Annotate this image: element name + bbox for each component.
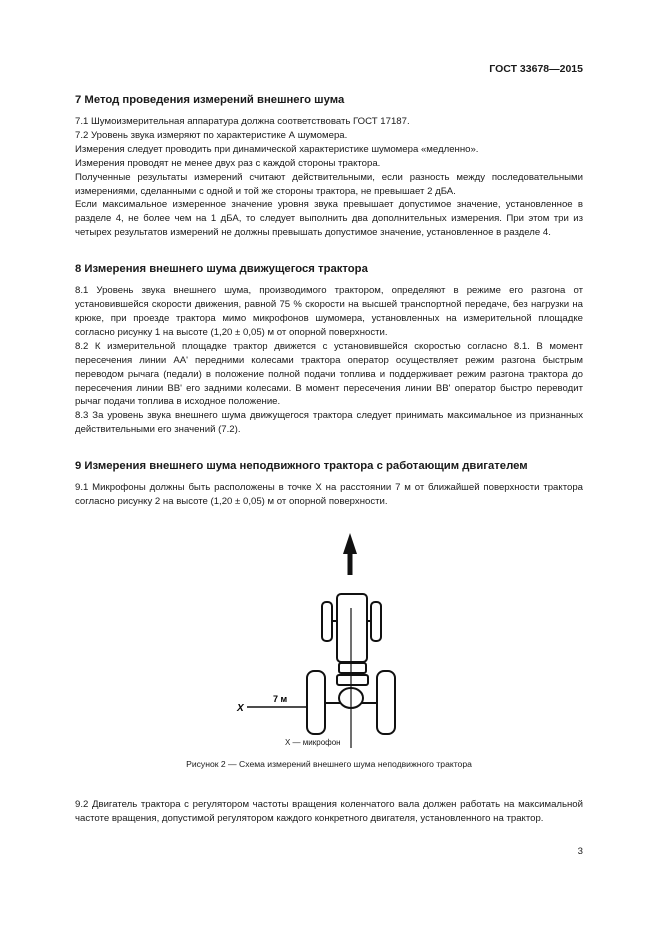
section-8-title: 8 Измерения внешнего шума движущегося трактора xyxy=(75,263,368,276)
page-number: 3 xyxy=(577,846,583,857)
section-7-p3: Измерения следует проводить при динамической характеристике шумомера «медленно». xyxy=(75,143,479,155)
front-left-wheel xyxy=(322,602,332,641)
tractor-hood xyxy=(337,594,367,662)
section-9-p1: 9.1 Микрофоны должны быть расположены в точке X на расстоянии 7 м от ближайшей поверхности трактора согласно рисунку 2 на высоте (1,20 ± 0,05) м от опорной поверхности. xyxy=(75,482,583,508)
direction-arrow-head xyxy=(343,533,357,554)
section-9-title: 9 Измерения внешнего шума неподвижного трактора с работающим двигателем xyxy=(75,460,528,473)
section-7-p2: 7.2 Уровень звука измеряют по характеристике А шумомера. xyxy=(75,129,348,141)
section-7-p4: Измерения проводят не менее двух раз с каждой стороны трактора. xyxy=(75,157,381,169)
section-7-p5: Полученные результаты измерений считают действительными, если разность между последовательными измерениями, сделанными с одной и той же стороны трактора, не превышает 2 дБА. xyxy=(75,171,583,197)
figure-2 xyxy=(75,513,583,758)
figure-caption: Рисунок 2 — Схема измерений внешнего шума неподвижного трактора xyxy=(186,758,472,769)
section-7-p1: 7.1 Шумоизмерительная аппаратура должна соответствовать ГОСТ 17187. xyxy=(75,116,410,127)
figure-legend: X — микрофон xyxy=(285,737,341,747)
section-8-p1: 8.1 Уровень звука внешнего шума, производимого трактором, определяют в режиме его разгона от установившейся скорости движения, равной 75 % скорости на высшей транспортной передаче, без нагрузки на крюке, при проезде трактора мимо микрофонов шумомера, установленных на измерительной площадке согласно рисунку 1 на высоте (1,20 ± 0,05) м от опорной поверхности. xyxy=(75,285,583,338)
tractor-diagram xyxy=(75,513,583,753)
distance-label: 7 м xyxy=(273,693,288,704)
tractor-cab xyxy=(337,675,368,685)
microphone-x-label: X xyxy=(237,702,244,714)
section-7-title: 7 Метод проведения измерений внешнего шума xyxy=(75,94,345,106)
section-8-p2: 8.2 К измерительной площадке трактор движется с установившейся скоростью согласно 8.1. В момент пересечения линии АА' передними колесами трактора оператор осуществляет режим разгона быстрым переводом рычага (педали) в положение полной подачи топлива и поддерживает режим разгона трактора до пересечения линии ВВ' его задними колесами. В момент пересечения линии ВВ' оператор быстро переводит рычаг подачи топлива в исходное положение. xyxy=(75,340,583,408)
section-8-p3: 8.3 За уровень звука внешнего шума движущегося трактора следует принимать максимальное из признанных действительными его значений (7.2). xyxy=(75,410,583,436)
front-right-wheel xyxy=(371,602,381,641)
section-7-p6: Если максимальное измеренное значение уровня звука превышает допустимое значение, установленное в разделе 4, не более чем на 1 дБА, то следует выполнить два дополнительных измерения. При этом три из четырех результатов измерений не должны превышать допустимое значение, установленное в разделе 4. xyxy=(75,199,583,239)
standard-header: ГОСТ 33678—2015 xyxy=(489,63,583,75)
tractor-cab-base xyxy=(339,663,366,673)
rear-left-wheel xyxy=(307,671,325,734)
document-body xyxy=(75,91,583,826)
section-9-p2: 9.2 Двигатель трактора с регулятором частоты вращения коленчатого вала должен работать на максимальной частоте вращения, допустимой регулятором каждого конкретного двигателя, установленного на трактор. xyxy=(75,798,583,824)
rear-right-wheel xyxy=(377,671,395,734)
